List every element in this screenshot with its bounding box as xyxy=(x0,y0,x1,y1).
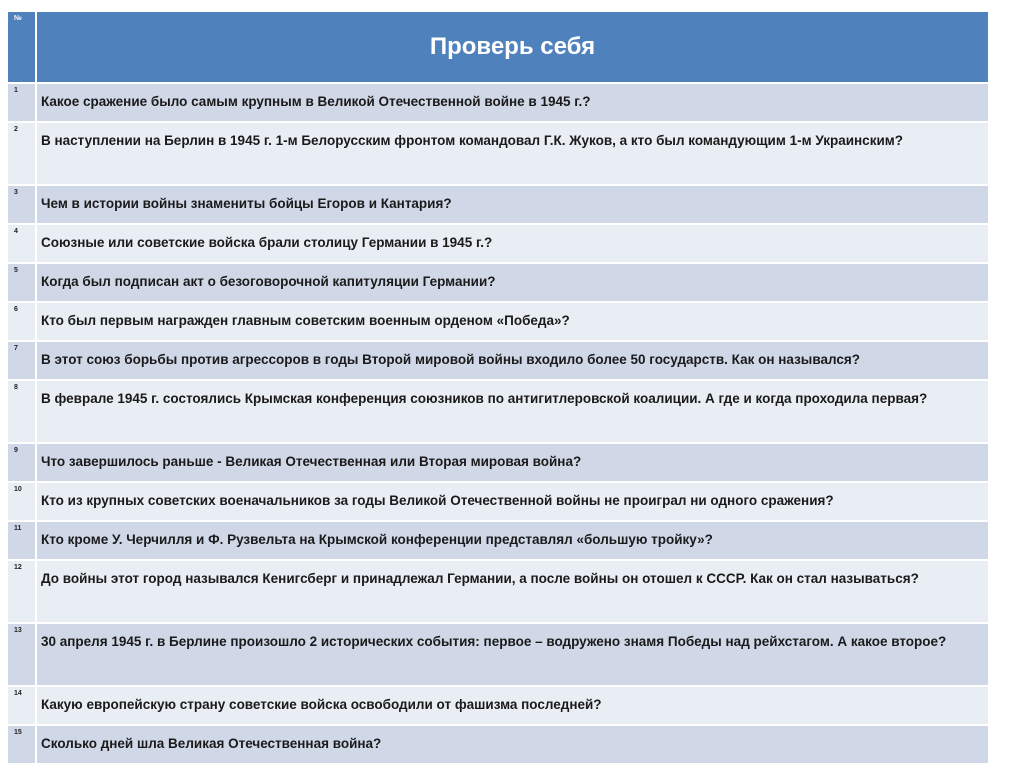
question-number: 13 xyxy=(7,623,36,686)
question-number: 11 xyxy=(7,521,36,560)
question-text: Кто был первым награжден главным советским военным орденом «Победа»? xyxy=(36,302,989,341)
table-row xyxy=(7,482,989,521)
question-number: 14 xyxy=(7,686,36,725)
quiz-table xyxy=(6,10,990,765)
question-number: 5 xyxy=(7,263,36,302)
question-text: В наступлении на Берлин в 1945 г. 1-м Белорусским фронтом командовал Г.К. Жуков, а кто был командующим 1-м Украинским? xyxy=(36,122,989,185)
question-number: 15 xyxy=(7,725,36,764)
page-title: Проверь себя xyxy=(36,11,989,83)
question-number: 7 xyxy=(7,341,36,380)
table-row xyxy=(7,122,989,185)
question-number: 10 xyxy=(7,482,36,521)
table-row xyxy=(7,185,989,224)
table-row xyxy=(7,443,989,482)
table-row xyxy=(7,302,989,341)
question-text: В этот союз борьбы против агрессоров в годы Второй мировой войны входило более 50 государств. Как он назывался? xyxy=(36,341,989,380)
table-row xyxy=(7,623,989,686)
table-row xyxy=(7,725,989,764)
table-row xyxy=(7,224,989,263)
question-text: Что завершилось раньше - Великая Отечественная или Вторая мировая война? xyxy=(36,443,989,482)
table-row xyxy=(7,83,989,122)
question-number: 9 xyxy=(7,443,36,482)
number-column-header: № xyxy=(7,11,36,83)
table-row xyxy=(7,686,989,725)
question-text: Когда был подписан акт о безоговорочной капитуляции Германии? xyxy=(36,263,989,302)
question-text: Союзные или советские войска брали столицу Германии в 1945 г.? xyxy=(36,224,989,263)
question-text: 30 апреля 1945 г. в Берлине произошло 2 исторических события: первое – водружено знамя Победы над рейхстагом. А какое второе? xyxy=(36,623,989,686)
table-row xyxy=(7,380,989,443)
question-number: 3 xyxy=(7,185,36,224)
question-text: Сколько дней шла Великая Отечественная война? xyxy=(36,725,989,764)
question-number: 1 xyxy=(7,83,36,122)
question-text: В феврале 1945 г. состоялись Крымская конференция союзников по антигитлеровской коалиции. А где и когда проходила первая? xyxy=(36,380,989,443)
question-text: До войны этот город назывался Кенигсберг и принадлежал Германии, а после войны он отошел к СССР. Как он стал называться? xyxy=(36,560,989,623)
question-text: Какое сражение было самым крупным в Великой Отечественной войне в 1945 г.? xyxy=(36,83,989,122)
table-row xyxy=(7,560,989,623)
table-row xyxy=(7,263,989,302)
question-number: 4 xyxy=(7,224,36,263)
question-text: Кто кроме У. Черчилля и Ф. Рузвельта на Крымской конференции представлял «большую тройку»? xyxy=(36,521,989,560)
table-row xyxy=(7,341,989,380)
question-number: 8 xyxy=(7,380,36,443)
question-text: Какую европейскую страну советские войска освободили от фашизма последней? xyxy=(36,686,989,725)
table-header xyxy=(7,11,989,83)
question-number: 6 xyxy=(7,302,36,341)
question-number: 12 xyxy=(7,560,36,623)
question-number: 2 xyxy=(7,122,36,185)
question-text: Кто из крупных советских военачальников за годы Великой Отечественной войны не проиграл ни одного сражения? xyxy=(36,482,989,521)
table-row xyxy=(7,521,989,560)
question-text: Чем в истории войны знамениты бойцы Егоров и Кантария? xyxy=(36,185,989,224)
